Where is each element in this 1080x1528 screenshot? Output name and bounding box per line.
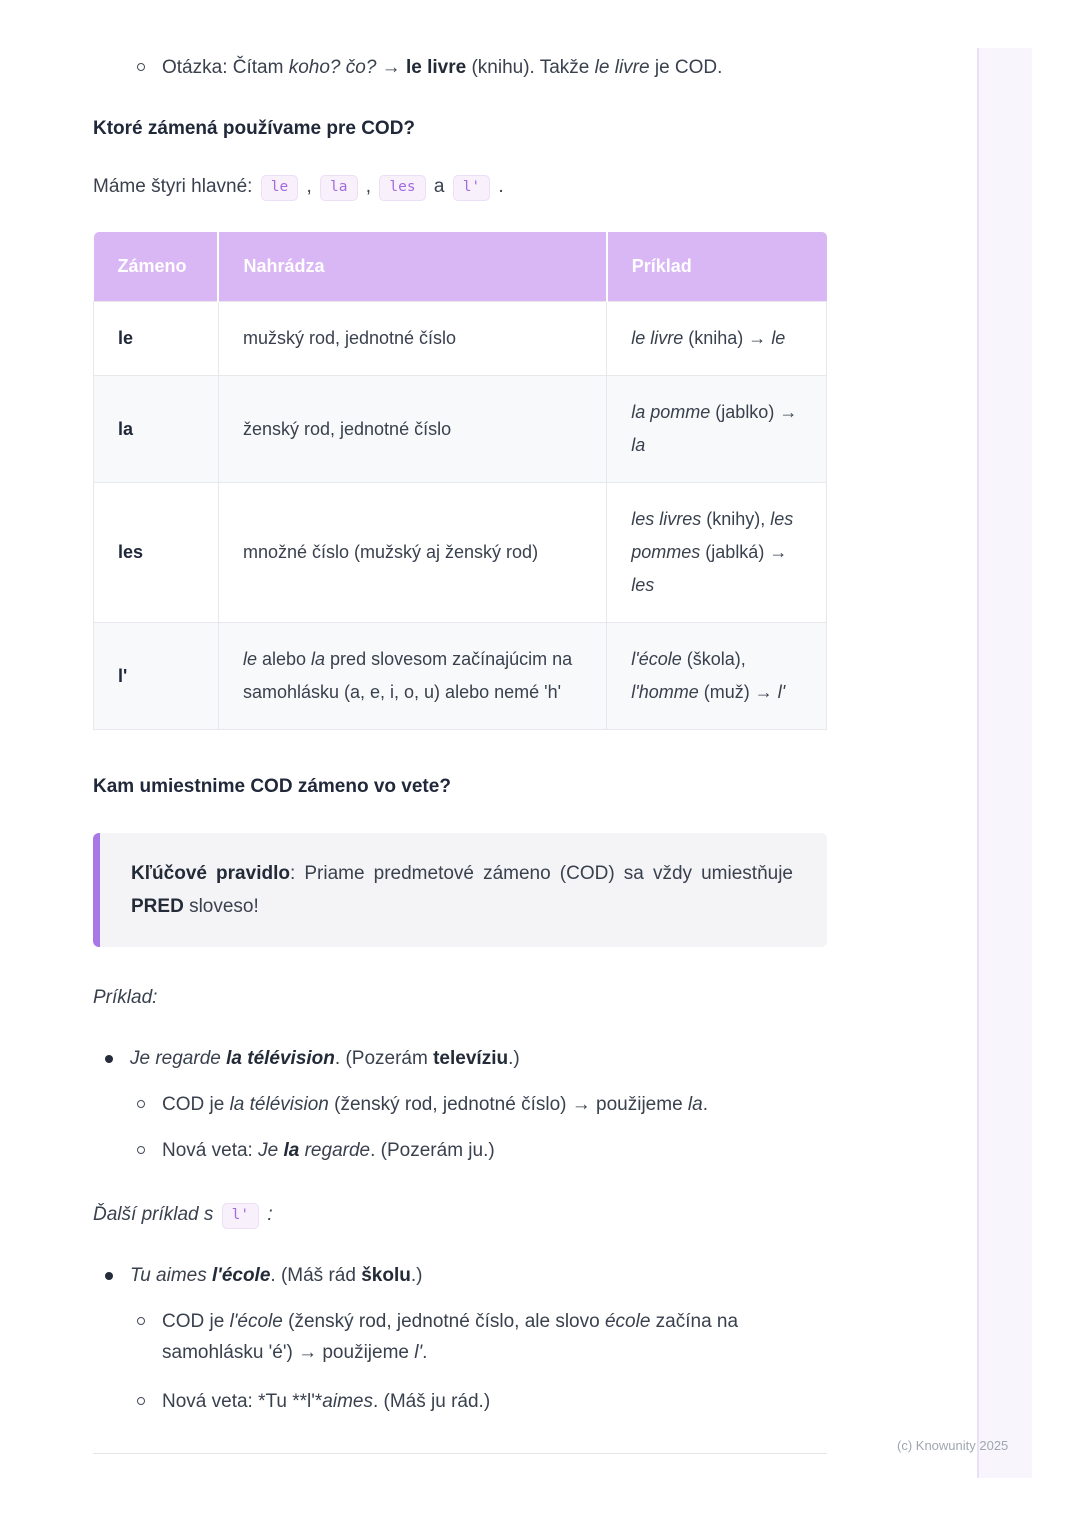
cell-replaces: le alebo la pred slovesom začínajúcim na samohlásku (a, e, i, o, u) alebo nemé 'h' <box>218 623 606 730</box>
list-item-text: COD je l'école (ženský rod, jednotné číslo, ale slovo école začína na samohlásku 'é') → použijeme l'. <box>162 1311 739 1363</box>
cell-example: la pomme (jablko) → la <box>607 376 827 483</box>
table-row <box>94 376 827 483</box>
callout-text: Kľúčové pravidlo: Priame predmetové zámeno (COD) sa vždy umiestňuje PRED sloveso! <box>131 863 793 917</box>
cell-replaces: ženský rod, jednotné číslo <box>218 376 606 483</box>
circle-bullet-icon <box>137 1317 145 1325</box>
example-label: Príklad: <box>93 987 158 1008</box>
cell-pronoun: la <box>94 376 219 483</box>
list-item-text: Tu aimes l'école. (Máš rád školu.) <box>130 1265 423 1286</box>
list-item <box>137 1135 827 1166</box>
list-item <box>137 1386 827 1417</box>
list-item <box>137 52 827 83</box>
cell-pronoun: l' <box>94 623 219 730</box>
list-item <box>105 1260 827 1291</box>
list-item <box>137 1089 827 1120</box>
intro-paragraph: Máme štyri hlavné: le , la , les a l' . <box>93 172 827 202</box>
column-header-replaces: Nahrádza <box>218 232 606 302</box>
list-item-text: Je regarde la télévision. (Pozerám televíziu.) <box>130 1048 520 1069</box>
list-item-text: Nová veta: *Tu **l'*aimes. (Máš ju rád.) <box>162 1391 491 1412</box>
scrollbar-track[interactable] <box>977 48 1032 1478</box>
pronoun-table <box>93 232 827 730</box>
table-row <box>94 623 827 730</box>
circle-bullet-icon <box>137 1146 145 1154</box>
table-header-row <box>94 232 827 302</box>
disc-bullet-icon <box>105 1055 113 1063</box>
key-rule-callout <box>93 833 827 947</box>
disc-bullet-icon <box>105 1272 113 1280</box>
section-heading-pronouns: Ktoré zámená používame pre COD? <box>93 118 416 139</box>
list-item-text: Otázka: Čítam koho? čo? → le livre (knihu). Takže le livre je COD. <box>162 57 723 78</box>
table-row <box>94 302 827 376</box>
cell-example: les livres (knihy), les pommes (jablká) → les <box>607 483 827 623</box>
document-content <box>93 0 827 1454</box>
circle-bullet-icon <box>137 1397 145 1405</box>
section-divider <box>93 1453 827 1454</box>
cell-example: l'école (škola), l'homme (muž) → l' <box>607 623 827 730</box>
list-item <box>105 1043 827 1074</box>
copyright-footer: (c) Knowunity 2025 <box>897 1438 1009 1453</box>
cell-replaces: množné číslo (mužský aj ženský rod) <box>218 483 606 623</box>
circle-bullet-icon <box>137 1100 145 1108</box>
circle-bullet-icon <box>137 63 145 71</box>
list-item-text: COD je la télévision (ženský rod, jednotné číslo) → použijeme la. <box>162 1094 708 1115</box>
table-row <box>94 483 827 623</box>
column-header-pronoun: Zámeno <box>94 232 219 302</box>
column-header-example: Príklad <box>607 232 827 302</box>
cell-example: le livre (kniha) → le <box>607 302 827 376</box>
cell-pronoun: les <box>94 483 219 623</box>
list-item-text: Nová veta: Je la regarde. (Pozerám ju.) <box>162 1140 495 1161</box>
example2-label: Ďalší príklad s l' : <box>93 1200 827 1230</box>
section-heading-placement: Kam umiestnime COD zámeno vo vete? <box>93 776 451 797</box>
cell-replaces: mužský rod, jednotné číslo <box>218 302 606 376</box>
cell-pronoun: le <box>94 302 219 376</box>
list-item <box>137 1306 827 1368</box>
